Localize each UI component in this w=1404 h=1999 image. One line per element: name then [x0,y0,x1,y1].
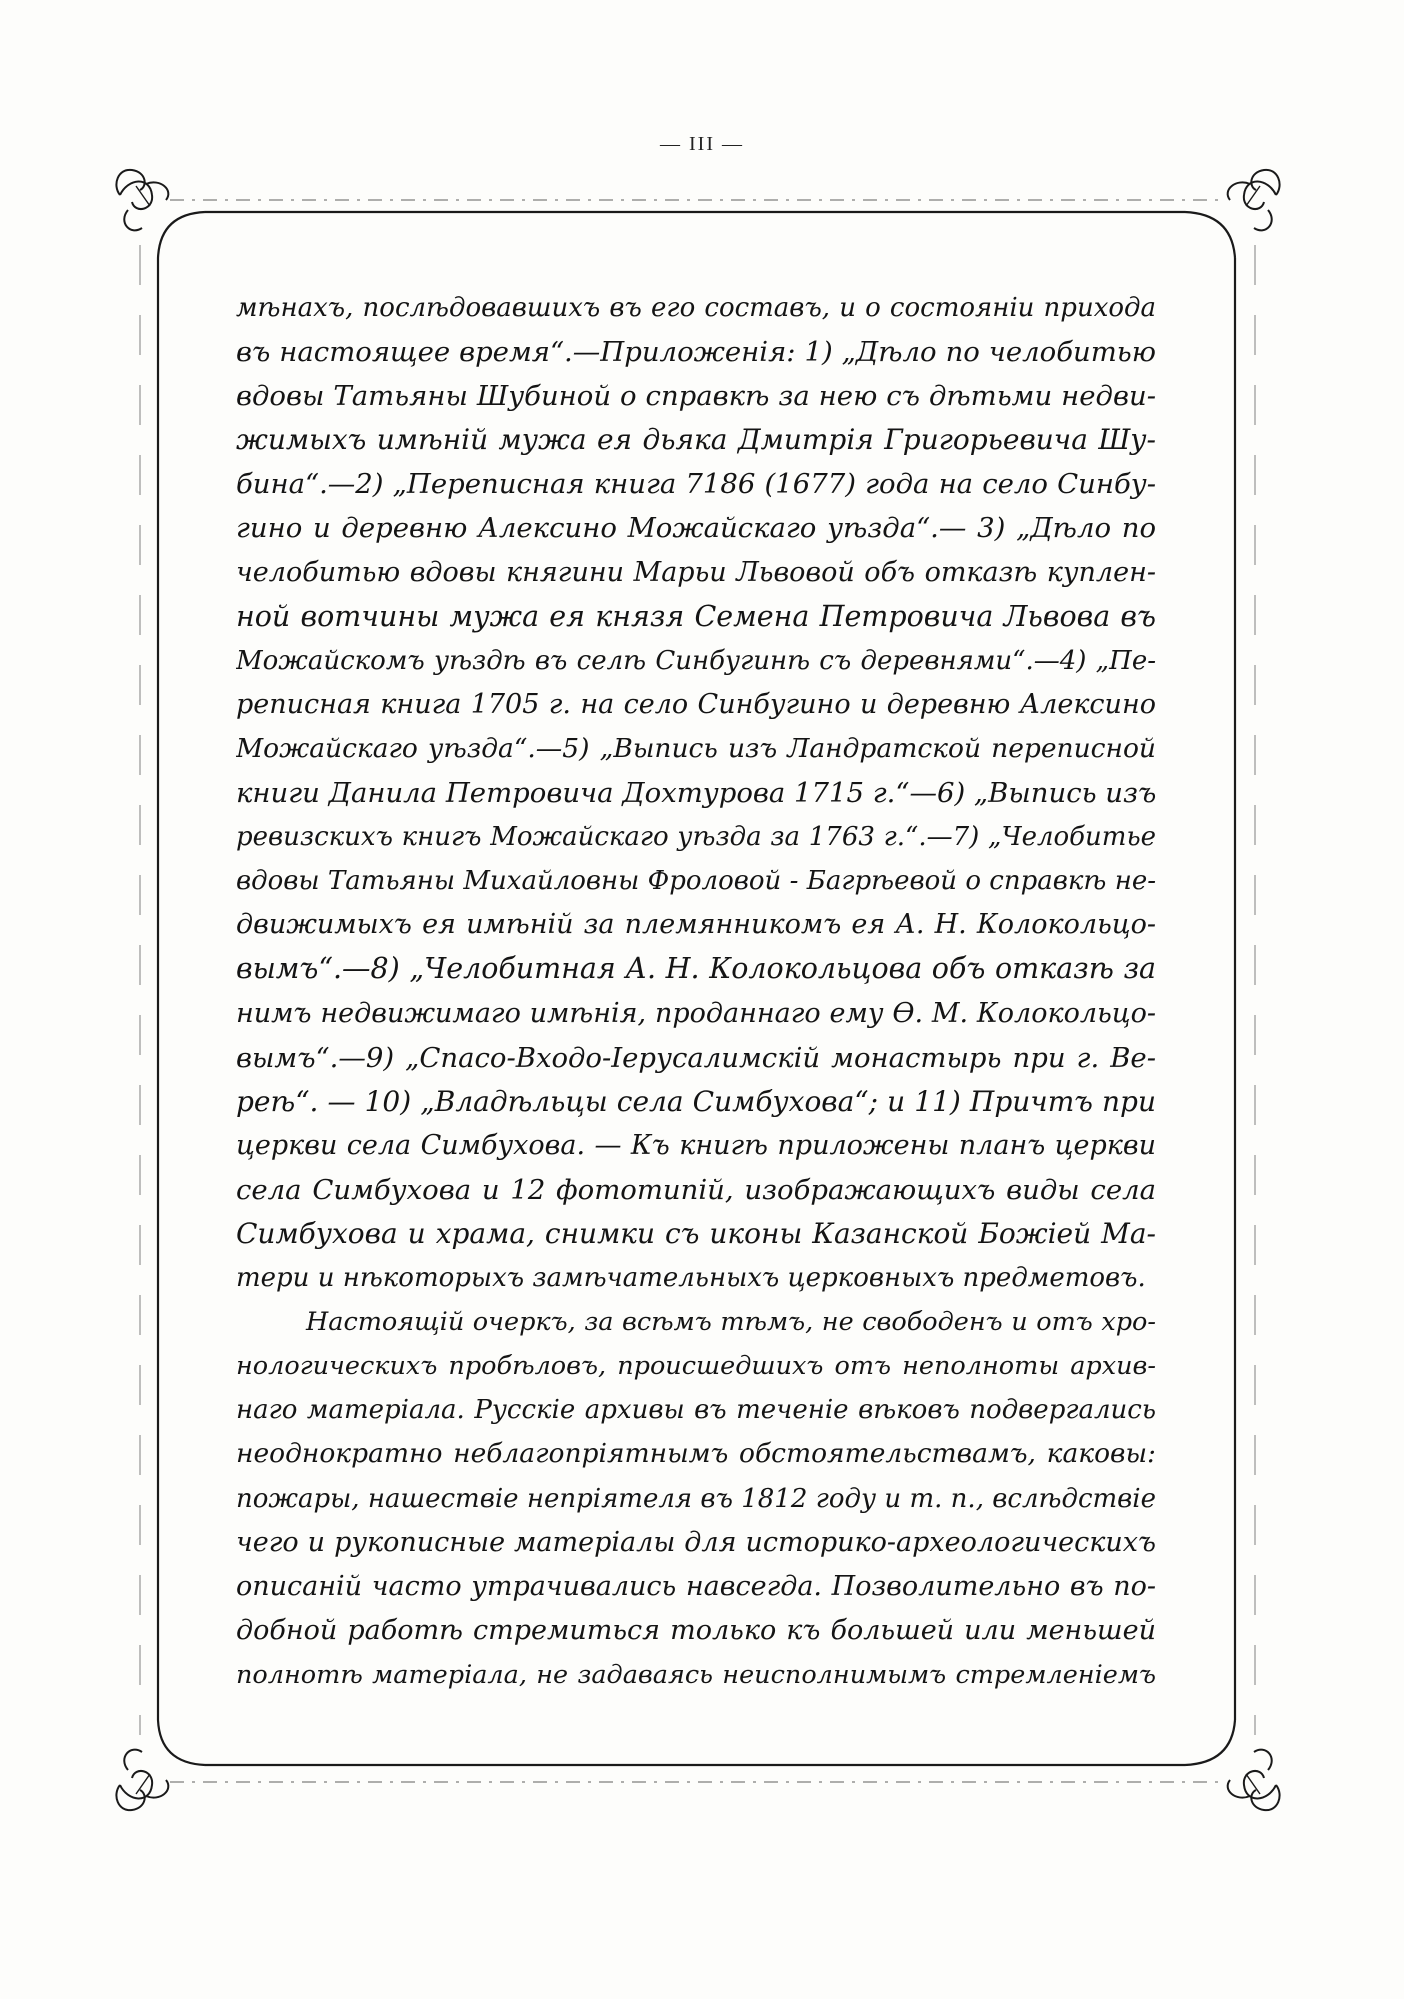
corner-ornament-br [1228,1750,1280,1811]
text-line: Можайскомъ уѣздѣ въ селѣ Синбугинѣ съ деревнями“.—4) „Пе- [236,645,1156,676]
frame-corner-tl [158,212,205,258]
text-line: нологическихъ пробѣловъ, происшедшихъ отъ неполноты архив- [236,1351,1156,1382]
text-line: полнотѣ матеріала, не задаваясь неисполнимымъ стремленіемъ [236,1659,1156,1690]
text-line: жимыхъ имѣній мужа ея дьяка Дмитрія Григорьевича Шу- [236,423,1156,457]
frame-corner-br [1185,1720,1235,1765]
paragraph-2 [236,1300,1156,1697]
text-line: движимыхъ ея имѣній за племянникомъ ея А. Н. Колокольцо- [236,909,1156,941]
corner-ornament-bl [116,1750,168,1811]
text-line: Настоящій очеркъ, за всѣмъ тѣмъ, не свободенъ и отъ хро- [306,1307,1156,1338]
text-line: мѣнахъ, послѣдовавшихъ въ его составъ, и о состояніи прихода [236,293,1156,323]
text-line: вымъ“.—9) „Спасо-Входо-Іерусалимскій монастырь при г. Ве- [236,1041,1156,1074]
corner-ornament-tl [116,170,168,231]
text-line: челобитью вдовы княгини Марьи Львовой объ отказѣ куплен- [236,556,1156,588]
text-line: села Симбухова и 12 фототипій, изображающихъ виды села [236,1173,1156,1206]
text-line: неоднократно неблагопріятнымъ обстоятельствамъ, каковы: [236,1438,1156,1470]
text-line: бина“.—2) „Переписная книга 7186 (1677) года на село Синбу- [236,468,1156,501]
text-line: вдовы Татьяны Шубиной о справкѣ за нею съ дѣтьми недви- [236,380,1156,413]
frame-corner-bl [158,1720,205,1765]
text-line: вдовы Татьяны Михайловны Фроловой - Багрѣевой о справкѣ не- [236,866,1156,897]
paragraph-1 [236,286,1156,1300]
text-line: Симбухова и храма, снимки съ иконы Казанской Божіей Ма- [236,1216,1156,1250]
text-line: въ настоящее время“.—Приложенія: 1) „Дѣло по челобитью [236,336,1156,369]
corner-ornament-tr [1228,170,1280,231]
text-line: Можайскаго уѣзда“.—5) „Выпись изъ Ландратской переписной [236,732,1156,764]
text-line: церкви села Симбухова. — Къ книгѣ приложены планъ церкви [236,1129,1156,1161]
text-line: описаній часто утрачивались навсегда. Позволительно въ по- [236,1570,1156,1602]
page-number: — III — [660,133,744,155]
text-line: пожары, нашествіе непріятеля въ 1812 году и т. п., вслѣдствіе [236,1483,1156,1514]
text-line: нимъ недвижимаго имѣнія, проданнаго ему Ѳ. М. Колокольцо- [236,997,1156,1029]
text-line: вымъ“.—8) „Челобитная А. Н. Колокольцова объ отказѣ за [236,952,1156,986]
body-text [236,286,1156,1697]
text-line: чего и рукописные матеріалы для историко-археологическихъ [236,1526,1156,1558]
text-line: добной работѣ стремиться только къ большей или меньшей [236,1614,1156,1646]
frame-corner-tr [1185,212,1235,258]
text-line: книги Данила Петровича Дохтурова 1715 г.“—6) „Выпись изъ [236,777,1156,810]
text-line: ной вотчины мужа ея князя Семена Петровича Львова въ [236,599,1156,633]
text-line: гино и деревню Алексино Можайскаго уѣзда“.— 3) „Дѣло по [236,512,1156,545]
text-line: реписная книга 1705 г. на село Синбугино и деревню Алексино [236,688,1156,720]
text-line: тери и нѣкоторыхъ замѣчательныхъ церковныхъ предметовъ. [236,1263,1146,1294]
text-line: ревизскихъ книгъ Можайскаго уѣзда за 1763 г.“.—7) „Челобитье [236,822,1156,853]
text-line: реѣ“. — 10) „Владѣльцы села Симбухова“; и 11) Причтъ при [236,1084,1156,1118]
text-line: наго матеріала. Русскіе архивы въ теченіе вѣковъ подвергались [236,1395,1156,1426]
